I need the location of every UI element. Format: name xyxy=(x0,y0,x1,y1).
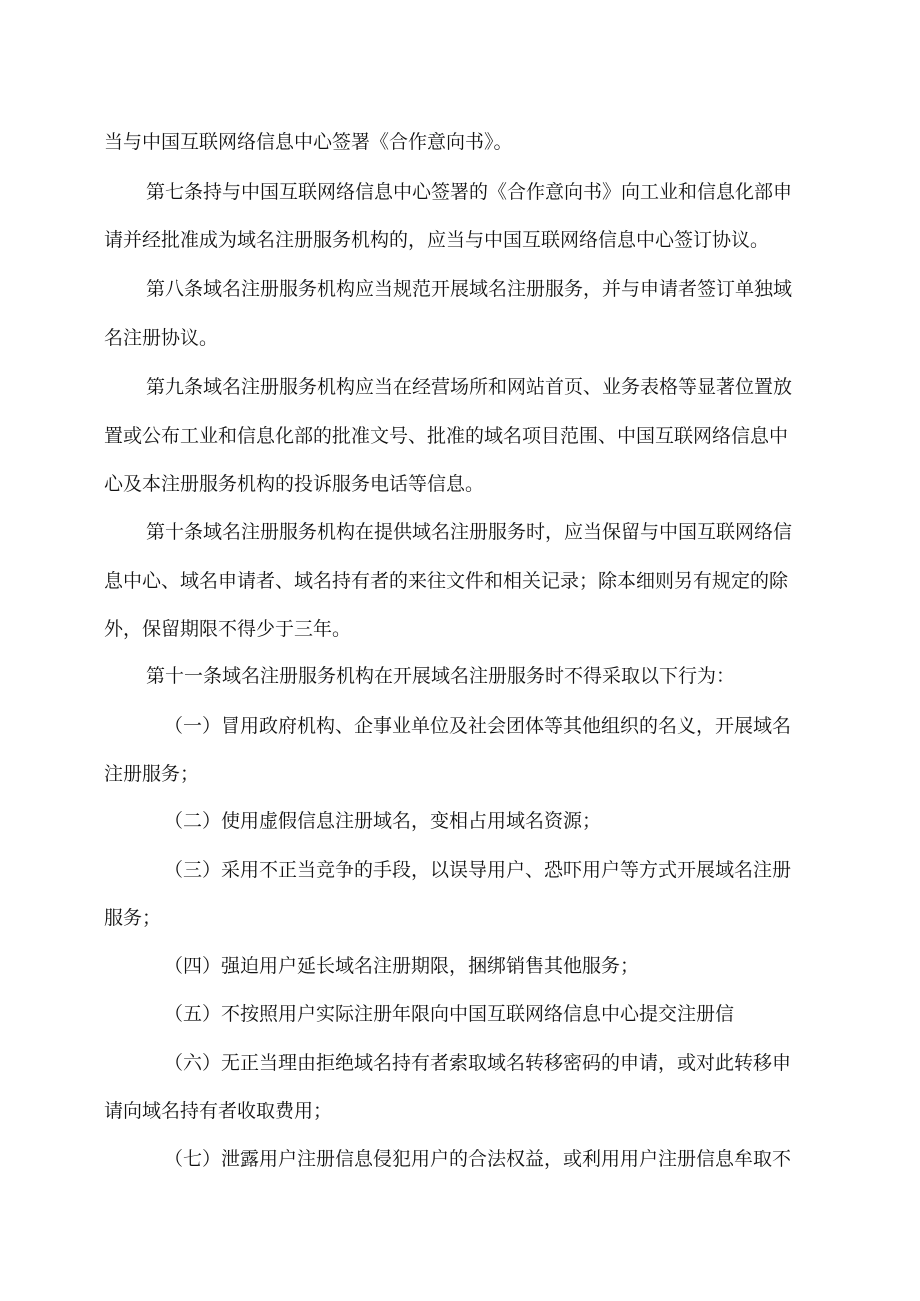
text-line: （四）强迫用户延长域名注册期限，捆绑销售其他服务； xyxy=(164,955,640,977)
text-line: 请并经批准成为域名注册服务机构的，应当与中国互联网络信息中心签订协议。 xyxy=(104,229,770,251)
text-line: （五）不按照用户实际注册年限向中国互联网络信息中心提交注册信 xyxy=(164,1003,735,1025)
text-line: （二）使用虚假信息注册域名，变相占用域名资源； xyxy=(164,810,602,832)
text-line: 置或公布工业和信息化部的批准文号、批准的域名项目范围、中国互联网络信息中 xyxy=(104,425,789,447)
text-line: 服务； xyxy=(104,907,162,929)
text-line: 第八条域名注册服务机构应当规范开展域名注册服务，并与申请者签订单独域 xyxy=(146,278,793,300)
text-line: （三）采用不正当竞争的手段，以误导用户、恐吓用户等方式开展域名注册 xyxy=(164,859,792,881)
text-line: （六）无正当理由拒绝域名持有者索取域名转移密码的申请，或对此转移申 xyxy=(164,1052,792,1074)
text-line: 第十一条域名注册服务机构在开展域名注册服务时不得采取以下行为： xyxy=(146,665,736,687)
text-line: 息中心、域名申请者、域名持有者的来往文件和相关记录；除本细则另有规定的除 xyxy=(104,570,789,592)
text-line: 当与中国互联网络信息中心签署《合作意向书》。 xyxy=(104,131,513,153)
text-line: 第九条域名注册服务机构应当在经营场所和网站首页、业务表格等显著位置放 xyxy=(146,376,793,398)
text-line: 心及本注册服务机构的投诉服务电话等信息。 xyxy=(104,473,485,495)
text-line: 请向域名持有者收取费用； xyxy=(104,1100,333,1122)
text-line: 外，保留期限不得少于三年。 xyxy=(104,618,352,640)
text-line: 第十条域名注册服务机构在提供域名注册服务时，应当保留与中国互联网络信 xyxy=(146,521,793,543)
text-line: 名注册协议。 xyxy=(104,327,219,349)
text-line: （七）泄露用户注册信息侵犯用户的合法权益，或利用用户注册信息牟取不 xyxy=(164,1148,792,1170)
text-line: （一）冒用政府机构、企事业单位及社会团体等其他组织的名义，开展域名 xyxy=(164,715,792,737)
text-line: 注册服务； xyxy=(104,763,200,785)
text-line: 第七条持与中国互联网络信息中心签署的《合作意向书》向工业和信息化部申 xyxy=(146,181,793,203)
